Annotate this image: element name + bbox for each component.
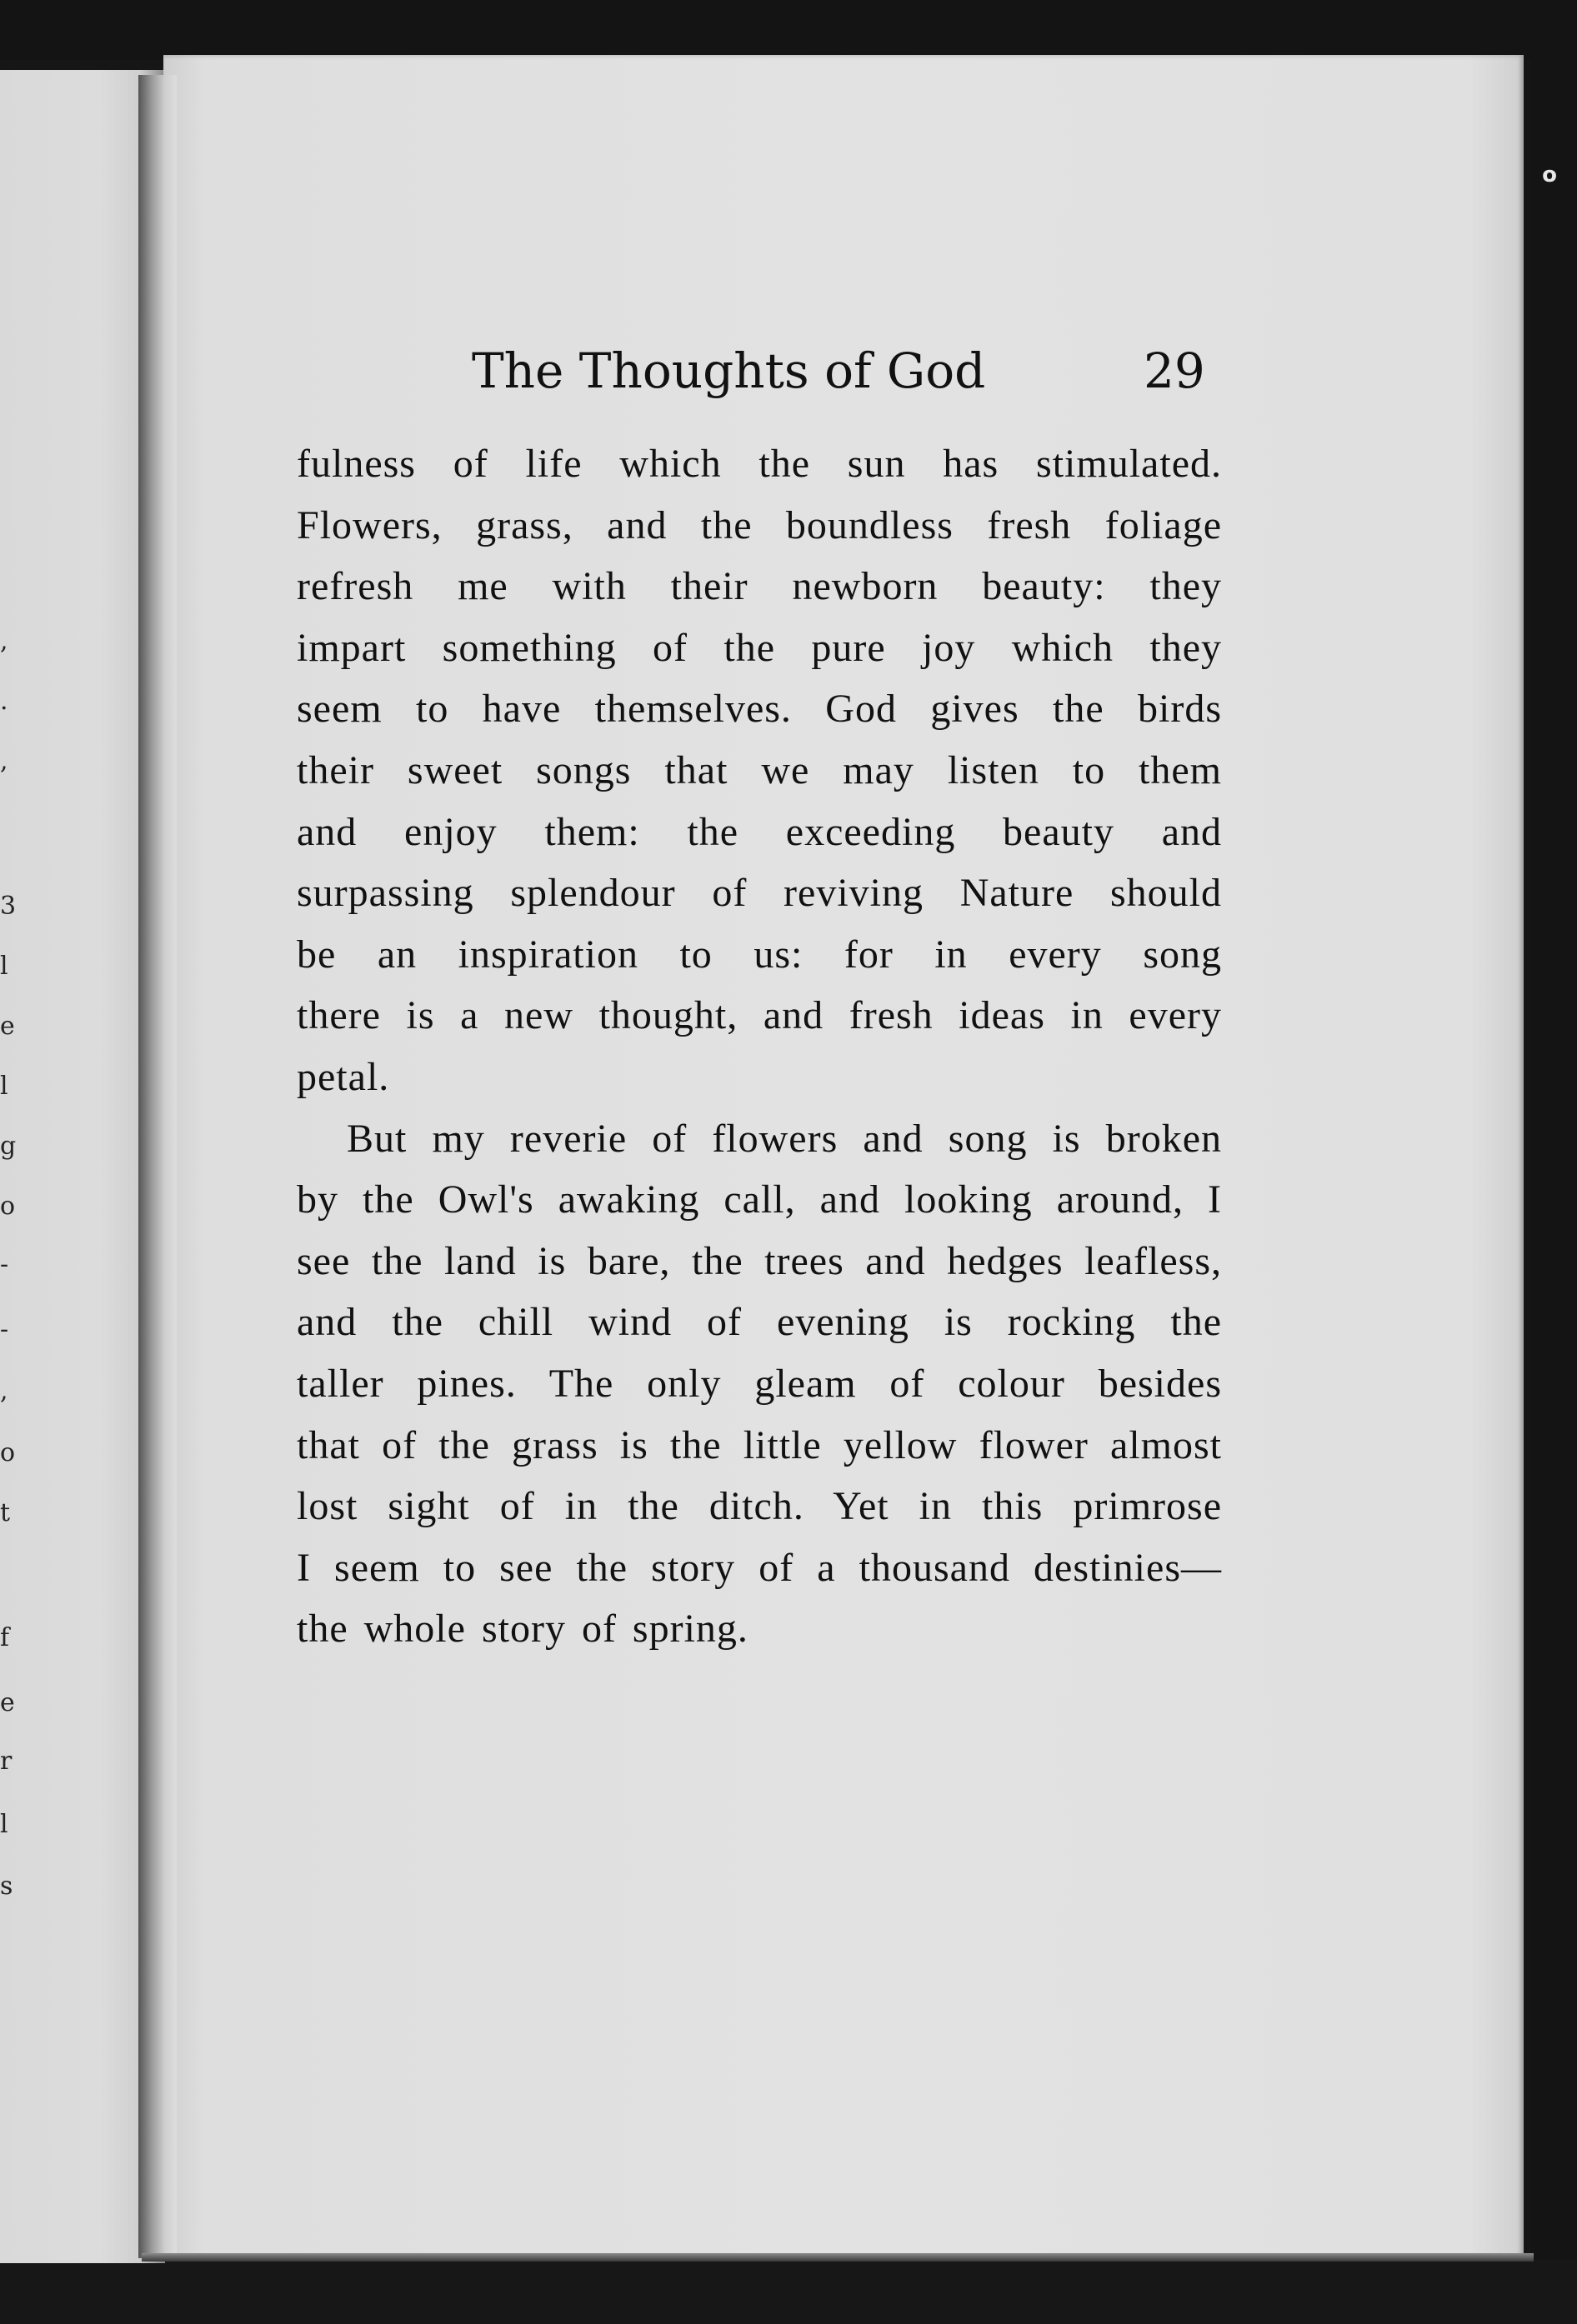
text-line: by the Owl's awaking call, and looking around, I bbox=[297, 1177, 1222, 1222]
facing-page-char: g bbox=[0, 1132, 17, 1161]
text-line: seem to have themselves. God gives the birds bbox=[297, 687, 1222, 732]
text-line: taller pines. The only gleam of colour besides bbox=[297, 1361, 1222, 1406]
text-line: be an inspiration to us: for in every song bbox=[297, 932, 1222, 977]
text-line: and enjoy them: the exceeding beauty and bbox=[297, 809, 1222, 854]
text-line: and the chill wind of evening is rocking the bbox=[297, 1300, 1222, 1345]
text-line: surpassing splendour of reviving Nature should bbox=[297, 871, 1222, 916]
scan-background-right bbox=[1530, 0, 1577, 2324]
facing-page-char: l bbox=[0, 952, 8, 981]
text-line: petal. bbox=[297, 1054, 390, 1099]
facing-page-char: f bbox=[0, 1623, 10, 1652]
text-line: lost sight of in the ditch. Yet in this primrose bbox=[297, 1484, 1222, 1529]
text-line: Flowers, grass, and the boundless fresh foliage bbox=[297, 502, 1222, 547]
body-text bbox=[297, 433, 1222, 1660]
facing-page-char: - bbox=[0, 1315, 9, 1344]
scan-background-top bbox=[0, 0, 1577, 60]
facing-page-char: , bbox=[0, 627, 8, 656]
text-line: see the land is bare, the trees and hedges leafless, bbox=[297, 1238, 1222, 1283]
facing-page-char: e bbox=[0, 1688, 15, 1717]
facing-page-char: t bbox=[0, 1498, 11, 1527]
facing-page-char: e bbox=[0, 1012, 15, 1041]
text-line: there is a new thought, and fresh ideas in every bbox=[297, 993, 1222, 1038]
text-line: But my reverie of flowers and song is broken bbox=[347, 1116, 1222, 1161]
facing-page-char: 3 bbox=[0, 892, 17, 921]
text-line: the whole story of spring. bbox=[297, 1607, 748, 1652]
facing-page-char: r bbox=[0, 1747, 13, 1776]
text-line: that of the grass is the little yellow flower almost bbox=[297, 1422, 1222, 1467]
facing-page-char: o bbox=[0, 1192, 16, 1221]
text-line: fulness of life which the sun has stimulated. bbox=[297, 442, 1222, 486]
text-line: their sweet songs that we may listen to them bbox=[297, 747, 1222, 792]
scan-background-bottom bbox=[0, 2260, 1577, 2324]
facing-page-char: . bbox=[0, 687, 8, 716]
facing-page-char: s bbox=[0, 1872, 13, 1901]
facing-page-char: o bbox=[0, 1438, 16, 1467]
book-gutter-shadow bbox=[138, 75, 177, 2258]
facing-page-char: , bbox=[0, 747, 8, 776]
right-edge-mark: o bbox=[1542, 162, 1557, 187]
text-line: I seem to see the story of a thousand destinies— bbox=[297, 1545, 1222, 1590]
page-number: 29 bbox=[1144, 342, 1205, 399]
facing-page-char: - bbox=[0, 1250, 9, 1279]
running-header bbox=[472, 337, 1222, 404]
facing-page-char: , bbox=[0, 1377, 8, 1406]
running-title: The Thoughts of God bbox=[472, 342, 986, 399]
text-line: refresh me with their newborn beauty: they bbox=[297, 564, 1222, 609]
facing-page-char: l bbox=[0, 1072, 8, 1101]
facing-page-char: l bbox=[0, 1810, 8, 1839]
page-bottom-edge bbox=[142, 2253, 1534, 2262]
text-line: impart something of the pure joy which they bbox=[297, 625, 1222, 670]
